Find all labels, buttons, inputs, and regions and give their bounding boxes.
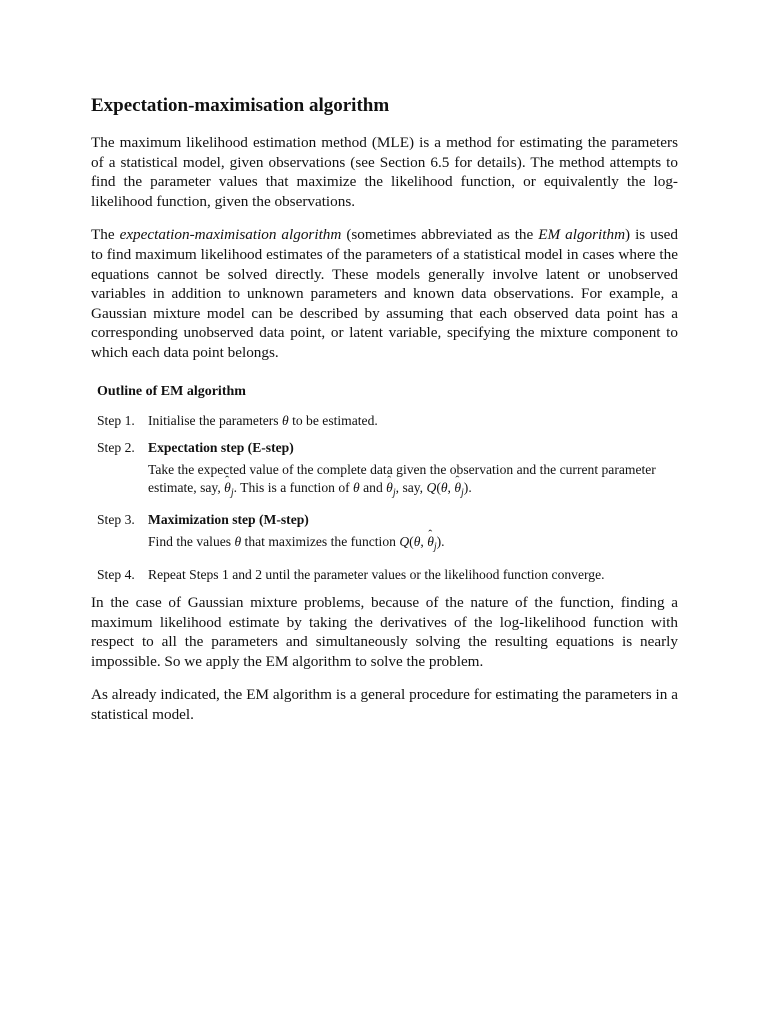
theta-symbol: θ bbox=[234, 534, 242, 550]
step-3 bbox=[97, 511, 678, 557]
theta-symbol: θ bbox=[353, 479, 360, 495]
step-3-content bbox=[148, 511, 678, 557]
theta-hat-symbol: ˆ θ bbox=[427, 533, 434, 551]
step-2-text-b: . This is a function of bbox=[233, 479, 354, 495]
section-heading: Expectation-maximisation algorithm bbox=[91, 95, 390, 116]
step-3-text-a: Find the values bbox=[148, 534, 235, 550]
em-intro-text-2: (sometimes abbreviated as the bbox=[341, 226, 539, 244]
step-4 bbox=[97, 566, 678, 584]
step-2-name: Expectation step (E-step) bbox=[148, 439, 294, 455]
em-general-paragraph: As already indicated, the EM algorithm is a general procedure for estimating the parameters in a statistical model. bbox=[91, 686, 678, 723]
step-1-content bbox=[148, 412, 678, 430]
em-term-abbrev: EM algorithm bbox=[538, 226, 626, 244]
subscript-j: j bbox=[392, 487, 396, 499]
theta-symbol: θ bbox=[413, 534, 421, 550]
em-intro-text-1: The bbox=[91, 226, 120, 244]
step-2-text-d: , say, bbox=[395, 479, 427, 495]
document-page bbox=[91, 94, 678, 739]
subscript-j: j bbox=[461, 487, 464, 499]
theta-hat-symbol: ˆ θ bbox=[454, 479, 461, 497]
step-3-name: Maximization step (M-step) bbox=[148, 512, 309, 528]
step-4-content: Repeat Steps 1 and 2 until the parameter values or the likelihood function converge. bbox=[148, 566, 605, 582]
mle-paragraph: The maximum likelihood estimation method (MLE) is a method for estimating the parameters of a statistical model, given observations (see Section 6.5 for details). The method attempts to find the parameter values that maximize the likelihood function, or equivalently the log-likelihood function, given the observations. bbox=[91, 134, 678, 210]
q-function-symbol: Q bbox=[399, 534, 410, 550]
em-intro-text-3: ) is used to find maximum likelihood estimates of the parameters of a statistical model in cases where the equations cannot be solved directly. These models generally involve latent or unobserved variables in addition to unknown parameters and known data observations. For example, a Gaussian mixture model can be described by assuming that each observed data point has a corresponding unobserved data point, or latent variable, specifying the mixture component to which each data point belongs. bbox=[91, 226, 678, 361]
em-term-full: expectation-maximisation algorithm bbox=[119, 226, 342, 244]
step-3-detail: Find the values θ that maximizes the function Q(θ, ˆ $\theta_j$). bbox=[148, 533, 678, 557]
em-intro-paragraph bbox=[91, 225, 678, 362]
em-outline bbox=[97, 383, 678, 584]
step-2-content bbox=[148, 439, 678, 503]
theta-symbol: θ bbox=[282, 412, 289, 428]
step-1-label: Step 1. bbox=[97, 412, 135, 428]
step-2-detail: Take the expected value of the complete data given the observation and the current parameter estimate, say, ˆ $\theta_j$. This is a function of θ and ˆ $\theta_j$, say, Q(θ, ˆ $\theta_j$). bbox=[148, 461, 678, 503]
step-1-text-b: to be estimated. bbox=[288, 412, 378, 428]
theta-symbol: θ bbox=[440, 479, 448, 495]
subscript-j: j bbox=[433, 541, 437, 553]
step-2-label: Step 2. bbox=[97, 439, 135, 455]
step-3-text-b: that maximizes the function bbox=[241, 534, 400, 550]
q-function-symbol: Q bbox=[426, 479, 437, 495]
step-2-text-c: and bbox=[359, 479, 387, 495]
step-3-label: Step 3. bbox=[97, 512, 135, 528]
subscript-j: j bbox=[230, 487, 234, 499]
step-2-text-a: Take the expected value of the complete data given the observation and the current parameter estimate, say, bbox=[148, 461, 656, 495]
gaussian-mixture-paragraph: In the case of Gaussian mixture problems, because of the nature of the function, finding a maximum likelihood estimate by taking the derivatives of the log-likelihood function with respect to all the parameters and simultaneously solving the resulting equations is nearly impossible. So we apply the EM algorithm to solve the problem. bbox=[91, 593, 678, 670]
step-2 bbox=[97, 439, 678, 503]
step-1-text-a: Initialise the parameters bbox=[148, 412, 282, 428]
step-1 bbox=[97, 412, 678, 430]
theta-hat-symbol: ˆ θ bbox=[224, 479, 231, 497]
outline-title: Outline of EM algorithm bbox=[97, 383, 246, 399]
theta-hat-symbol: ˆ θ bbox=[386, 479, 393, 497]
step-4-label: Step 4. bbox=[97, 566, 135, 582]
